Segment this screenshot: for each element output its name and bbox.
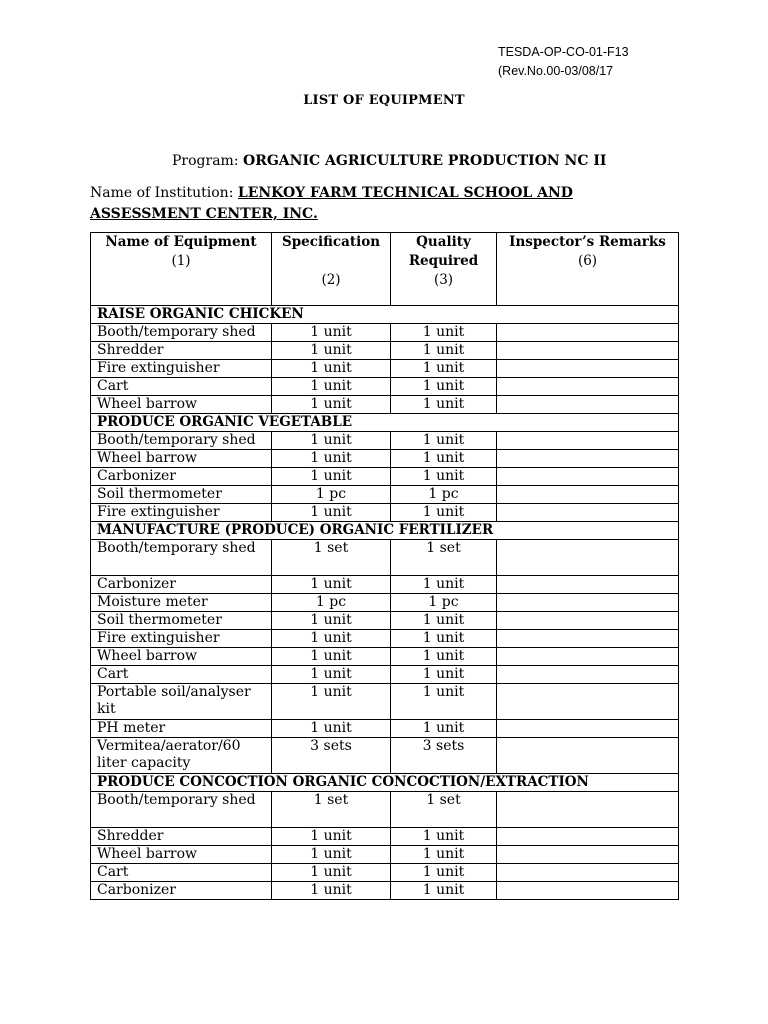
inspector-remarks-cell [497,432,679,450]
inspector-remarks-cell [497,486,679,504]
header-number: (3) [433,272,454,288]
equipment-name-cell: Wheel barrow [91,648,272,666]
table-row [91,864,679,882]
equipment-name-cell: Soil thermometer [91,612,272,630]
section-row [91,522,679,540]
quality-required-cell: 1 unit [391,576,497,594]
quality-required-cell: 1 unit [391,882,497,900]
specification-cell: 1 unit [272,360,391,378]
inspector-remarks-cell [497,594,679,612]
table-row [91,342,679,360]
specification-cell: 1 unit [272,450,391,468]
header-inspectors-remarks [497,233,679,306]
specification-cell: 1 unit [272,648,391,666]
program-value: ORGANIC AGRICULTURE PRODUCTION NC II [243,153,607,169]
quality-required-cell: 1 unit [391,666,497,684]
table-row [91,882,679,900]
equipment-name-cell: Carbonizer [91,468,272,486]
equipment-name-cell: Wheel barrow [91,396,272,414]
quality-required-cell: 1 set [391,792,497,828]
inspector-remarks-cell [497,540,679,576]
table-row [91,486,679,504]
header-name-of-equipment [91,233,272,306]
institution-label: Name of Institution: [90,185,234,201]
document-code: TESDA-OP-CO-01-F13 [498,45,629,59]
table-row [91,396,679,414]
quality-required-cell: 1 unit [391,630,497,648]
header-label: Inspector’s Remarks [509,234,666,250]
inspector-remarks-cell [497,504,679,522]
header-number: (1) [171,253,191,269]
quality-required-cell: 1 unit [391,828,497,846]
inspector-remarks-cell [497,612,679,630]
quality-required-cell: 1 unit [391,360,497,378]
specification-cell: 1 pc [272,594,391,612]
specification-cell: 1 unit [272,396,391,414]
equipment-name-cell: Fire extinguisher [91,504,272,522]
table-row [91,612,679,630]
specification-cell: 1 unit [272,666,391,684]
equipment-name-cell: Moisture meter [91,594,272,612]
section-title: PRODUCE CONCOCTION ORGANIC CONCOCTION/EXTRACTION [91,774,679,792]
inspector-remarks-cell [497,738,679,774]
program-label: Program: [172,153,239,169]
specification-cell: 1 unit [272,342,391,360]
quality-required-cell: 1 unit [391,504,497,522]
equipment-name-cell: Carbonizer [91,576,272,594]
header-label: Quality Required [408,234,479,269]
header-number: (6) [577,253,598,269]
equipment-name-cell: Booth/temporary shed [91,324,272,342]
quality-required-cell: 1 unit [391,720,497,738]
specification-cell: 1 unit [272,720,391,738]
equipment-name-cell: Portable soil/analyser kit [91,684,272,720]
table-row [91,576,679,594]
inspector-remarks-cell [497,342,679,360]
table-row [91,846,679,864]
quality-required-cell: 1 unit [391,846,497,864]
quality-required-cell: 1 unit [391,648,497,666]
section-title: PRODUCE ORGANIC VEGETABLE [91,414,679,432]
table-row [91,540,679,576]
table-row [91,504,679,522]
specification-cell: 1 set [272,540,391,576]
equipment-name-cell: Wheel barrow [91,450,272,468]
specification-cell: 1 pc [272,486,391,504]
equipment-name-cell: Cart [91,378,272,396]
table-row [91,666,679,684]
equipment-name-cell: Carbonizer [91,882,272,900]
quality-required-cell: 1 pc [391,594,497,612]
quality-required-cell: 1 pc [391,486,497,504]
equipment-name-cell: Cart [91,864,272,882]
table-row [91,324,679,342]
equipment-name-cell: Booth/temporary shed [91,432,272,450]
quality-required-cell: 1 unit [391,864,497,882]
section-row [91,306,679,324]
quality-required-cell: 1 set [391,540,497,576]
table-row [91,468,679,486]
section-row [91,774,679,792]
inspector-remarks-cell [497,378,679,396]
equipment-name-cell: Vermitea/aerator/60 liter capacity [91,738,272,774]
inspector-remarks-cell [497,360,679,378]
specification-cell: 1 unit [272,630,391,648]
inspector-remarks-cell [497,864,679,882]
specification-cell: 1 unit [272,612,391,630]
inspector-remarks-cell [497,720,679,738]
inspector-remarks-cell [497,450,679,468]
table-row [91,378,679,396]
equipment-name-cell: Booth/temporary shed [91,792,272,828]
equipment-name-cell: Booth/temporary shed [91,540,272,576]
quality-required-cell: 1 unit [391,450,497,468]
equipment-table [90,232,679,900]
inspector-remarks-cell [497,792,679,828]
inspector-remarks-cell [497,882,679,900]
section-title: RAISE ORGANIC CHICKEN [91,306,679,324]
table-header-row [91,233,679,306]
table-row [91,432,679,450]
table-row [91,738,679,774]
document-reference [498,43,629,81]
specification-cell: 1 unit [272,468,391,486]
page-title: LIST OF EQUIPMENT [303,93,465,108]
specification-cell: 1 unit [272,882,391,900]
program-line [172,153,606,169]
equipment-name-cell: Shredder [91,828,272,846]
specification-cell: 1 unit [272,846,391,864]
inspector-remarks-cell [497,828,679,846]
header-label: Specification [281,234,381,250]
equipment-name-cell: Cart [91,666,272,684]
equipment-name-cell: Fire extinguisher [91,360,272,378]
specification-cell: 3 sets [272,738,391,774]
inspector-remarks-cell [497,324,679,342]
inspector-remarks-cell [497,468,679,486]
quality-required-cell: 3 sets [391,738,497,774]
table-row [91,594,679,612]
equipment-name-cell: Wheel barrow [91,846,272,864]
inspector-remarks-cell [497,648,679,666]
table-row [91,360,679,378]
header-quality-required [391,233,497,306]
table-row [91,450,679,468]
table-row [91,792,679,828]
equipment-name-cell: Fire extinguisher [91,630,272,648]
section-title: MANUFACTURE (PRODUCE) ORGANIC FERTILIZER [91,522,679,540]
inspector-remarks-cell [497,396,679,414]
inspector-remarks-cell [497,846,679,864]
header-label: Name of Equipment [105,234,257,250]
table-row [91,630,679,648]
specification-cell: 1 unit [272,828,391,846]
table-row [91,648,679,666]
header-specification [272,233,391,306]
header-number: (2) [321,272,341,288]
inspector-remarks-cell [497,576,679,594]
specification-cell: 1 unit [272,864,391,882]
equipment-table-body [91,306,679,900]
inspector-remarks-cell [497,684,679,720]
table-row [91,720,679,738]
equipment-name-cell: Soil thermometer [91,486,272,504]
specification-cell: 1 set [272,792,391,828]
specification-cell: 1 unit [272,324,391,342]
specification-cell: 1 unit [272,684,391,720]
equipment-name-cell: Shredder [91,342,272,360]
institution-value: LENKOY FARM TECHNICAL SCHOOL AND ASSESSMENT CENTER, INC. [90,185,573,222]
quality-required-cell: 1 unit [391,342,497,360]
specification-cell: 1 unit [272,576,391,594]
inspector-remarks-cell [497,630,679,648]
specification-cell: 1 unit [272,504,391,522]
specification-cell: 1 unit [272,432,391,450]
equipment-name-cell: PH meter [91,720,272,738]
section-row [91,414,679,432]
inspector-remarks-cell [497,666,679,684]
institution-line [90,183,610,225]
quality-required-cell: 1 unit [391,324,497,342]
table-row [91,684,679,720]
quality-required-cell: 1 unit [391,396,497,414]
document-revision: (Rev.No.00-03/08/17 [498,64,614,78]
quality-required-cell: 1 unit [391,468,497,486]
table-row [91,828,679,846]
quality-required-cell: 1 unit [391,378,497,396]
quality-required-cell: 1 unit [391,432,497,450]
quality-required-cell: 1 unit [391,684,497,720]
quality-required-cell: 1 unit [391,612,497,630]
specification-cell: 1 unit [272,378,391,396]
